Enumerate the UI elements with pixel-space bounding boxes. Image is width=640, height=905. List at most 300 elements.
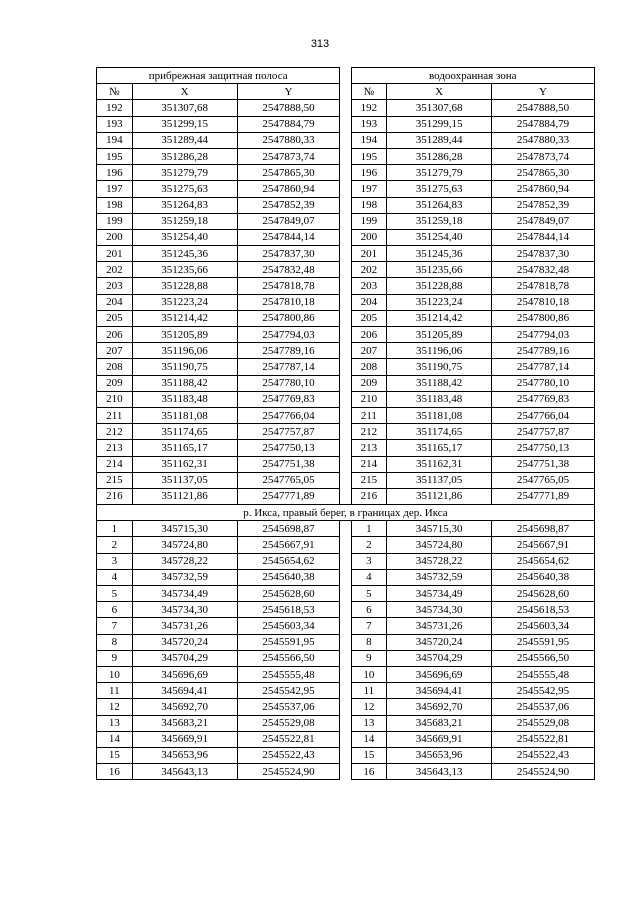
- table-row: [97, 294, 595, 310]
- y-coordinate-cell: 2547780,10: [492, 375, 595, 391]
- point-number-cell: 6: [97, 602, 133, 618]
- y-coordinate-cell: 2545522,81: [237, 731, 340, 747]
- point-number-cell: 7: [351, 618, 387, 634]
- column-gap: [340, 229, 351, 245]
- x-coordinate-cell: 351235,66: [387, 262, 492, 278]
- point-number-cell: 13: [351, 715, 387, 731]
- table-row: [97, 586, 595, 602]
- y-coordinate-cell: 2545628,60: [237, 586, 340, 602]
- point-number-cell: 9: [351, 650, 387, 666]
- x-coordinate-cell: 351254,40: [387, 229, 492, 245]
- y-coordinate-cell: 2545555,48: [492, 666, 595, 682]
- y-coordinate-cell: 2547789,16: [492, 343, 595, 359]
- x-coordinate-cell: 351190,75: [132, 359, 237, 375]
- x-coordinate-cell: 351190,75: [387, 359, 492, 375]
- y-coordinate-cell: 2547865,30: [492, 165, 595, 181]
- table-row: [97, 375, 595, 391]
- table-row: [97, 650, 595, 666]
- y-coordinate-cell: 2547884,79: [492, 116, 595, 132]
- point-number-cell: 216: [97, 488, 133, 504]
- point-number-cell: 207: [97, 343, 133, 359]
- table-row: [97, 181, 595, 197]
- x-coordinate-cell: 345720,24: [387, 634, 492, 650]
- x-coordinate-cell: 351264,83: [132, 197, 237, 213]
- point-number-cell: 211: [351, 407, 387, 423]
- x-coordinate-cell: 345715,30: [387, 521, 492, 537]
- x-coordinate-cell: 345715,30: [132, 521, 237, 537]
- column-gap: [340, 262, 351, 278]
- y-coordinate-cell: 2545654,62: [492, 553, 595, 569]
- x-coordinate-cell: 351214,42: [132, 310, 237, 326]
- y-coordinate-cell: 2547766,04: [237, 407, 340, 423]
- column-gap: [340, 132, 351, 148]
- table-row: [97, 327, 595, 343]
- x-coordinate-cell: 351289,44: [132, 132, 237, 148]
- y-coordinate-cell: 2547794,03: [492, 327, 595, 343]
- right-table-title: водоохранная зона: [351, 68, 594, 84]
- right-y-header: Y: [492, 84, 595, 100]
- point-number-cell: 194: [351, 132, 387, 148]
- point-number-cell: 11: [97, 683, 133, 699]
- y-coordinate-cell: 2547865,30: [237, 165, 340, 181]
- column-gap: [340, 764, 351, 780]
- table-row: [97, 310, 595, 326]
- table-row: [97, 456, 595, 472]
- point-number-cell: 8: [351, 634, 387, 650]
- point-number-cell: 200: [97, 229, 133, 245]
- column-gap: [340, 747, 351, 763]
- column-gap: [340, 294, 351, 310]
- x-coordinate-cell: 345669,91: [387, 731, 492, 747]
- column-gap: [340, 553, 351, 569]
- x-coordinate-cell: 351183,48: [132, 391, 237, 407]
- x-coordinate-cell: 351181,08: [132, 407, 237, 423]
- x-coordinate-cell: 351174,65: [387, 424, 492, 440]
- table-row: [97, 116, 595, 132]
- left-x-header: X: [132, 84, 237, 100]
- x-coordinate-cell: 351181,08: [387, 407, 492, 423]
- point-number-cell: 192: [97, 100, 133, 116]
- table-row: [97, 553, 595, 569]
- y-coordinate-cell: 2545640,38: [237, 569, 340, 585]
- column-gap: [340, 278, 351, 294]
- x-coordinate-cell: 351259,18: [387, 213, 492, 229]
- column-gap: [340, 715, 351, 731]
- column-gap: [340, 650, 351, 666]
- point-number-cell: 216: [351, 488, 387, 504]
- column-gap: [340, 310, 351, 326]
- y-coordinate-cell: 2547757,87: [237, 424, 340, 440]
- point-number-cell: 10: [97, 666, 133, 682]
- y-coordinate-cell: 2547771,89: [237, 488, 340, 504]
- point-number-cell: 2: [351, 537, 387, 553]
- x-coordinate-cell: 351183,48: [387, 391, 492, 407]
- y-coordinate-cell: 2545524,90: [492, 764, 595, 780]
- x-coordinate-cell: 345734,30: [132, 602, 237, 618]
- y-coordinate-cell: 2547852,39: [492, 197, 595, 213]
- x-coordinate-cell: 351137,05: [132, 472, 237, 488]
- point-number-cell: 210: [351, 391, 387, 407]
- x-coordinate-cell: 351264,83: [387, 197, 492, 213]
- point-number-cell: 16: [351, 764, 387, 780]
- point-number-cell: 7: [97, 618, 133, 634]
- x-coordinate-cell: 351214,42: [387, 310, 492, 326]
- y-coordinate-cell: 2547800,86: [492, 310, 595, 326]
- point-number-cell: 204: [97, 294, 133, 310]
- x-coordinate-cell: 351275,63: [132, 181, 237, 197]
- y-coordinate-cell: 2547789,16: [237, 343, 340, 359]
- y-coordinate-cell: 2547888,50: [237, 100, 340, 116]
- page-number: 313: [310, 38, 330, 50]
- point-number-cell: 202: [97, 262, 133, 278]
- point-number-cell: 10: [351, 666, 387, 682]
- column-gap: [340, 68, 351, 84]
- x-coordinate-cell: 351279,79: [132, 165, 237, 181]
- x-coordinate-cell: 345653,96: [132, 747, 237, 763]
- point-number-cell: 4: [351, 569, 387, 585]
- y-coordinate-cell: 2547888,50: [492, 100, 595, 116]
- x-coordinate-cell: 345724,80: [387, 537, 492, 553]
- table-row: [97, 407, 595, 423]
- column-gap: [340, 391, 351, 407]
- table-row: [97, 359, 595, 375]
- column-gap: [340, 586, 351, 602]
- column-gap: [340, 84, 351, 100]
- point-number-cell: 14: [97, 731, 133, 747]
- y-coordinate-cell: 2547844,14: [237, 229, 340, 245]
- y-coordinate-cell: 2547769,83: [237, 391, 340, 407]
- point-number-cell: 204: [351, 294, 387, 310]
- x-coordinate-cell: 351279,79: [387, 165, 492, 181]
- column-gap: [340, 440, 351, 456]
- y-coordinate-cell: 2545537,06: [492, 699, 595, 715]
- x-coordinate-cell: 351289,44: [387, 132, 492, 148]
- y-coordinate-cell: 2545603,34: [237, 618, 340, 634]
- y-coordinate-cell: 2547852,39: [237, 197, 340, 213]
- column-gap: [340, 100, 351, 116]
- x-coordinate-cell: 351188,42: [132, 375, 237, 391]
- table-row: [97, 229, 595, 245]
- y-coordinate-cell: 2547860,94: [237, 181, 340, 197]
- point-number-cell: 203: [351, 278, 387, 294]
- point-number-cell: 212: [351, 424, 387, 440]
- x-coordinate-cell: 351196,06: [387, 343, 492, 359]
- point-number-cell: 9: [97, 650, 133, 666]
- y-coordinate-cell: 2547844,14: [492, 229, 595, 245]
- y-coordinate-cell: 2547873,74: [492, 148, 595, 164]
- table-row: [97, 278, 595, 294]
- x-coordinate-cell: 345694,41: [132, 683, 237, 699]
- left-y-header: Y: [237, 84, 340, 100]
- x-coordinate-cell: 351121,86: [387, 488, 492, 504]
- y-coordinate-cell: 2547832,48: [492, 262, 595, 278]
- table-header-row: [97, 84, 595, 100]
- x-coordinate-cell: 351286,28: [387, 148, 492, 164]
- x-coordinate-cell: 345694,41: [387, 683, 492, 699]
- y-coordinate-cell: 2545628,60: [492, 586, 595, 602]
- point-number-cell: 209: [97, 375, 133, 391]
- x-coordinate-cell: 345728,22: [132, 553, 237, 569]
- column-gap: [340, 148, 351, 164]
- x-coordinate-cell: 351307,68: [132, 100, 237, 116]
- point-number-cell: 1: [97, 521, 133, 537]
- y-coordinate-cell: 2547757,87: [492, 424, 595, 440]
- point-number-cell: 212: [97, 424, 133, 440]
- column-gap: [340, 683, 351, 699]
- y-coordinate-cell: 2545522,43: [237, 747, 340, 763]
- y-coordinate-cell: 2547860,94: [492, 181, 595, 197]
- point-number-cell: 196: [351, 165, 387, 181]
- x-coordinate-cell: 351254,40: [132, 229, 237, 245]
- x-coordinate-cell: 345734,49: [387, 586, 492, 602]
- point-number-cell: 202: [351, 262, 387, 278]
- y-coordinate-cell: 2545542,95: [492, 683, 595, 699]
- point-number-cell: 199: [97, 213, 133, 229]
- x-coordinate-cell: 345704,29: [387, 650, 492, 666]
- point-number-cell: 200: [351, 229, 387, 245]
- point-number-cell: 15: [97, 747, 133, 763]
- column-gap: [340, 359, 351, 375]
- point-number-cell: 12: [97, 699, 133, 715]
- x-coordinate-cell: 351275,63: [387, 181, 492, 197]
- x-coordinate-cell: 351235,66: [132, 262, 237, 278]
- coordinates-table-body: [97, 68, 595, 780]
- column-gap: [340, 618, 351, 634]
- section-title: р. Икса, правый берег, в границах дер. Икса: [97, 505, 595, 521]
- x-coordinate-cell: 351162,31: [387, 456, 492, 472]
- point-number-cell: 206: [351, 327, 387, 343]
- point-number-cell: 208: [351, 359, 387, 375]
- table-row: [97, 148, 595, 164]
- point-number-cell: 8: [97, 634, 133, 650]
- y-coordinate-cell: 2545529,08: [492, 715, 595, 731]
- y-coordinate-cell: 2547849,07: [492, 213, 595, 229]
- column-gap: [340, 699, 351, 715]
- y-coordinate-cell: 2545522,43: [492, 747, 595, 763]
- point-number-cell: 197: [97, 181, 133, 197]
- table-row: [97, 197, 595, 213]
- point-number-cell: 12: [351, 699, 387, 715]
- column-gap: [340, 343, 351, 359]
- y-coordinate-cell: 2547780,10: [237, 375, 340, 391]
- point-number-cell: 2: [97, 537, 133, 553]
- table-row: [97, 683, 595, 699]
- table-row: [97, 699, 595, 715]
- table-row: [97, 764, 595, 780]
- y-coordinate-cell: 2545618,53: [492, 602, 595, 618]
- y-coordinate-cell: 2545654,62: [237, 553, 340, 569]
- point-number-cell: 1: [351, 521, 387, 537]
- point-number-cell: 197: [351, 181, 387, 197]
- y-coordinate-cell: 2547751,38: [237, 456, 340, 472]
- y-coordinate-cell: 2547810,18: [237, 294, 340, 310]
- column-gap: [340, 165, 351, 181]
- point-number-cell: 215: [97, 472, 133, 488]
- table-row: [97, 618, 595, 634]
- x-coordinate-cell: 345728,22: [387, 553, 492, 569]
- y-coordinate-cell: 2545591,95: [237, 634, 340, 650]
- point-number-cell: 5: [351, 586, 387, 602]
- y-coordinate-cell: 2545522,81: [492, 731, 595, 747]
- y-coordinate-cell: 2545591,95: [492, 634, 595, 650]
- column-gap: [340, 116, 351, 132]
- table-row: [97, 472, 595, 488]
- column-gap: [340, 666, 351, 682]
- x-coordinate-cell: 345696,69: [132, 666, 237, 682]
- x-coordinate-cell: 345734,49: [132, 586, 237, 602]
- y-coordinate-cell: 2545555,48: [237, 666, 340, 682]
- column-gap: [340, 181, 351, 197]
- point-number-cell: 198: [97, 197, 133, 213]
- column-gap: [340, 327, 351, 343]
- y-coordinate-cell: 2547800,86: [237, 310, 340, 326]
- x-coordinate-cell: 351162,31: [132, 456, 237, 472]
- table-row: [97, 521, 595, 537]
- column-gap: [340, 569, 351, 585]
- y-coordinate-cell: 2545566,50: [492, 650, 595, 666]
- point-number-cell: 14: [351, 731, 387, 747]
- right-x-header: X: [387, 84, 492, 100]
- point-number-cell: 192: [351, 100, 387, 116]
- x-coordinate-cell: 351188,42: [387, 375, 492, 391]
- table-row: [97, 343, 595, 359]
- y-coordinate-cell: 2547880,33: [237, 132, 340, 148]
- point-number-cell: 196: [97, 165, 133, 181]
- x-coordinate-cell: 345731,26: [132, 618, 237, 634]
- table-row: [97, 246, 595, 262]
- x-coordinate-cell: 351245,36: [132, 246, 237, 262]
- point-number-cell: 193: [351, 116, 387, 132]
- point-number-cell: 16: [97, 764, 133, 780]
- section-title-row: [97, 505, 595, 521]
- y-coordinate-cell: 2547787,14: [237, 359, 340, 375]
- column-gap: [340, 634, 351, 650]
- table-title-row: [97, 68, 595, 84]
- x-coordinate-cell: 351228,88: [387, 278, 492, 294]
- y-coordinate-cell: 2545698,87: [237, 521, 340, 537]
- y-coordinate-cell: 2545537,06: [237, 699, 340, 715]
- column-gap: [340, 424, 351, 440]
- point-number-cell: 215: [351, 472, 387, 488]
- left-table-title: прибрежная защитная полоса: [97, 68, 340, 84]
- y-coordinate-cell: 2547766,04: [492, 407, 595, 423]
- column-gap: [340, 213, 351, 229]
- x-coordinate-cell: 351259,18: [132, 213, 237, 229]
- table-row: [97, 537, 595, 553]
- point-number-cell: 203: [97, 278, 133, 294]
- table-row: [97, 731, 595, 747]
- point-number-cell: 214: [97, 456, 133, 472]
- x-coordinate-cell: 345643,13: [132, 764, 237, 780]
- y-coordinate-cell: 2545603,34: [492, 618, 595, 634]
- x-coordinate-cell: 345731,26: [387, 618, 492, 634]
- point-number-cell: 208: [97, 359, 133, 375]
- y-coordinate-cell: 2547769,83: [492, 391, 595, 407]
- point-number-cell: 205: [97, 310, 133, 326]
- point-number-cell: 201: [97, 246, 133, 262]
- column-gap: [340, 731, 351, 747]
- x-coordinate-cell: 345683,21: [387, 715, 492, 731]
- x-coordinate-cell: 351137,05: [387, 472, 492, 488]
- x-coordinate-cell: 351174,65: [132, 424, 237, 440]
- column-gap: [340, 602, 351, 618]
- y-coordinate-cell: 2545529,08: [237, 715, 340, 731]
- y-coordinate-cell: 2547818,78: [492, 278, 595, 294]
- point-number-cell: 11: [351, 683, 387, 699]
- x-coordinate-cell: 351223,24: [387, 294, 492, 310]
- x-coordinate-cell: 345720,24: [132, 634, 237, 650]
- left-num-header: №: [97, 84, 133, 100]
- point-number-cell: 213: [351, 440, 387, 456]
- x-coordinate-cell: 345683,21: [132, 715, 237, 731]
- y-coordinate-cell: 2545667,91: [237, 537, 340, 553]
- table-row: [97, 715, 595, 731]
- x-coordinate-cell: 351228,88: [132, 278, 237, 294]
- x-coordinate-cell: 345692,70: [387, 699, 492, 715]
- x-coordinate-cell: 351299,15: [387, 116, 492, 132]
- y-coordinate-cell: 2547849,07: [237, 213, 340, 229]
- table-row: [97, 132, 595, 148]
- point-number-cell: 195: [351, 148, 387, 164]
- table-row: [97, 213, 595, 229]
- x-coordinate-cell: 351299,15: [132, 116, 237, 132]
- x-coordinate-cell: 351223,24: [132, 294, 237, 310]
- point-number-cell: 6: [351, 602, 387, 618]
- x-coordinate-cell: 345724,80: [132, 537, 237, 553]
- table-row: [97, 165, 595, 181]
- y-coordinate-cell: 2547750,13: [492, 440, 595, 456]
- table-row: [97, 569, 595, 585]
- y-coordinate-cell: 2547750,13: [237, 440, 340, 456]
- x-coordinate-cell: 345692,70: [132, 699, 237, 715]
- point-number-cell: 195: [97, 148, 133, 164]
- y-coordinate-cell: 2547794,03: [237, 327, 340, 343]
- x-coordinate-cell: 351245,36: [387, 246, 492, 262]
- table-row: [97, 262, 595, 278]
- table-row: [97, 634, 595, 650]
- table-row: [97, 488, 595, 504]
- x-coordinate-cell: 351205,89: [387, 327, 492, 343]
- point-number-cell: 198: [351, 197, 387, 213]
- x-coordinate-cell: 345643,13: [387, 764, 492, 780]
- table-row: [97, 602, 595, 618]
- y-coordinate-cell: 2547880,33: [492, 132, 595, 148]
- y-coordinate-cell: 2547818,78: [237, 278, 340, 294]
- point-number-cell: 194: [97, 132, 133, 148]
- y-coordinate-cell: 2547751,38: [492, 456, 595, 472]
- y-coordinate-cell: 2545566,50: [237, 650, 340, 666]
- column-gap: [340, 521, 351, 537]
- point-number-cell: 5: [97, 586, 133, 602]
- y-coordinate-cell: 2545640,38: [492, 569, 595, 585]
- x-coordinate-cell: 351165,17: [387, 440, 492, 456]
- point-number-cell: 193: [97, 116, 133, 132]
- table-row: [97, 100, 595, 116]
- x-coordinate-cell: 345732,59: [387, 569, 492, 585]
- y-coordinate-cell: 2547832,48: [237, 262, 340, 278]
- column-gap: [340, 246, 351, 262]
- point-number-cell: 3: [97, 553, 133, 569]
- table-row: [97, 666, 595, 682]
- y-coordinate-cell: 2545618,53: [237, 602, 340, 618]
- x-coordinate-cell: 345653,96: [387, 747, 492, 763]
- point-number-cell: 207: [351, 343, 387, 359]
- table-row: [97, 440, 595, 456]
- x-coordinate-cell: 345669,91: [132, 731, 237, 747]
- column-gap: [340, 488, 351, 504]
- x-coordinate-cell: 345732,59: [132, 569, 237, 585]
- point-number-cell: 213: [97, 440, 133, 456]
